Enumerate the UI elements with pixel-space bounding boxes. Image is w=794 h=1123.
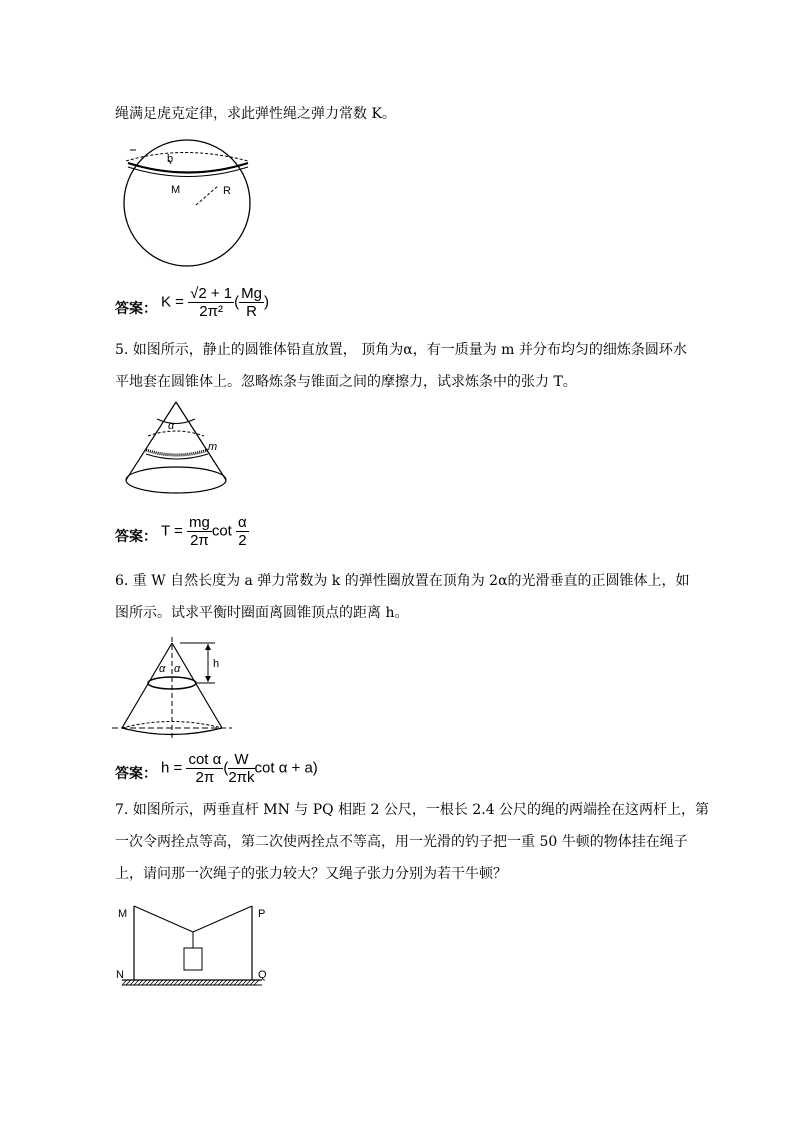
answer-equation-6: h = $\frac{\text{cot α}}{2\pi}$ ( $\frac{W}{2\pi k}$ cot α + a): [161, 751, 318, 786]
label-alpha-left: α: [159, 663, 166, 675]
figure-poles-rope: [112, 900, 272, 1004]
label-Q: Q: [258, 969, 267, 981]
problem-7-line-1: 7. 如图所示，两垂直杆 MN 与 PQ 相距 2 公尺，一根长 2.4 公尺的绳的两端拴在这两杆上，第: [115, 802, 710, 818]
intro-text: 绳满足虎克定律，求此弹性绳之弹力常数 K。: [115, 106, 396, 122]
answer-label-6: 答案：: [115, 766, 157, 782]
label-N: N: [116, 969, 124, 981]
problem-6-line-1: 6. 重 W 自然长度为 a 弹力常数为 k 的弹性圈放置在顶角为 2α的光滑垂直的正圆锥体上，如: [115, 573, 690, 589]
label-alpha: α: [168, 420, 175, 432]
problem-7-line-3: 上，请问那一次绳子的张力较大？又绳子张力分别为若干牛顿？: [115, 866, 507, 882]
answer-equation-5: T = $\frac{mg}{2\pi}$ cot $\frac{\alpha}{2}$: [161, 514, 247, 549]
problem-7-line-2: 一次令两拴点等高，第二次使两拴点不等高，用一光滑的钓子把一重 50 牛顿的物体挂在绳子: [115, 834, 688, 850]
label-M: M: [171, 184, 181, 196]
problem-6-line-2: 图所示。试求平衡时圈面离圆锥顶点的距离 h。: [115, 605, 409, 621]
figure-cone-chain: [118, 398, 238, 507]
label-b: b: [167, 153, 174, 165]
label-alpha-right: α: [174, 663, 181, 675]
answer-equation-4: K = $\frac{√2 + 1}{\text{2π²}}$ ( $\frac{Mg}{R}$ ): [161, 285, 269, 320]
answer-label-5: 答案：: [115, 529, 157, 545]
figure-sphere-ring: [118, 138, 268, 272]
answer-label-4: 答案：: [115, 301, 157, 317]
label-h: h: [213, 658, 220, 670]
label-m: m: [208, 441, 218, 453]
label-R: R: [223, 185, 231, 197]
label-M: M: [118, 908, 128, 920]
figure-cone-ring-h: [110, 635, 240, 751]
problem-5-line-2: 平地套在圆锥体上。忽略炼条与锥面之间的摩擦力，试求炼条中的张力 T。: [115, 374, 577, 390]
problem-5-line-1: 5. 如图所示，静止的圆锥体铅直放置， 顶角为α，有一质量为 m 并分布均匀的细炼条圆环水: [115, 342, 687, 358]
label-P: P: [258, 908, 266, 920]
